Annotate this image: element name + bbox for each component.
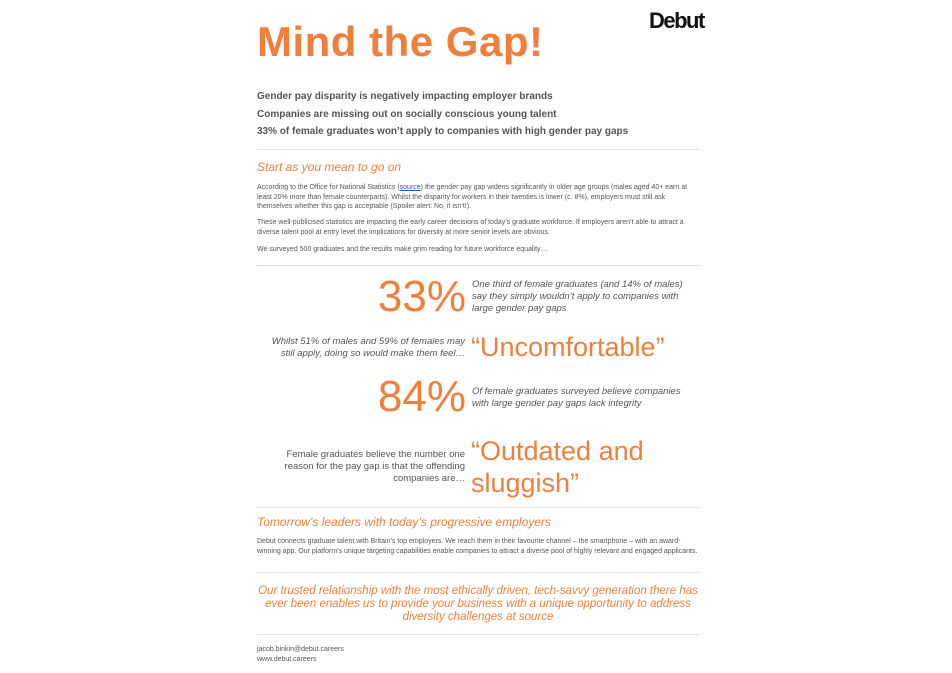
debut-logo: Debut	[649, 8, 704, 33]
quote-outdated	[471, 435, 644, 499]
intro-paragraph	[257, 183, 699, 212]
key-point: Companies are missing out on socially conscious young talent	[257, 108, 557, 120]
section-heading-start: Start as you mean to go on	[257, 160, 402, 174]
debut-paragraph: Debut connects graduate talent with Britain’s top employers. We reach them in their favourite channel – the smartphone – with an award-winning app. Our platform’s unique targeting capabilities enable companies to attract a diverse pool of highly relevant and engaged applicants.	[257, 538, 698, 555]
key-point: 33% of female graduates won’t apply to companies with high gender pay gaps	[257, 126, 629, 137]
source-link[interactable]: source	[399, 184, 421, 191]
stat-33-percent: 33%	[377, 272, 466, 321]
key-point: Gender pay disparity is negatively impacting employer brands	[257, 91, 553, 102]
divider	[257, 572, 699, 573]
page-title: Mind the Gap!	[257, 18, 544, 65]
survey-paragraph: We surveyed 500 graduates and the results make grim reading for future workforce equality…	[257, 246, 548, 253]
quote-outdated-line1: “Outdated and	[471, 436, 644, 466]
intro-text-end: ) the gender pay gap widens significantly in older age groups (males aged 40+ earn at least 20% more than female counterparts). Whilst the disparity for workers in their twenties is lower (c. 8%), employers must still ask themselves whether this gap is acceptable (Spoiler alert: No, it isn’t!).	[257, 184, 688, 210]
quote-outdated-line2: sluggish”	[471, 468, 580, 498]
outdated-lead: Female graduates believe the number one reason for the pay gap is that the offending companies are…	[284, 449, 465, 484]
divider	[257, 149, 699, 150]
contact-block	[257, 645, 344, 664]
contact-email[interactable]: jacob.binkin@debut.careers	[257, 646, 344, 653]
quote-uncomfortable: “Uncomfortable”	[471, 332, 665, 362]
stat-84-description: Of female graduates surveyed believe companies with large gender pay gaps lack integrity	[472, 386, 681, 409]
key-points	[257, 91, 628, 144]
stat-33-description: One third of female graduates (and 14% of males) say they simply wouldn’t apply to companies with large gender pay gaps	[472, 279, 683, 314]
uncomfortable-lead: Whilst 51% of males and 59% of females may still apply, doing so would make them feel…	[271, 336, 465, 359]
impact-paragraph: These well-publicised statistics are impacting the early career decisions of today’s graduate workforce. If employers aren’t able to attract a diverse talent pool at entry level the implications for diversity at more senior levels are obvious.	[257, 219, 684, 236]
section-heading-leaders: Tomorrow’s leaders with today’s progressive employers	[257, 515, 551, 529]
callout-statement: Our trusted relationship with the most ethically driven, tech-savvy generation there has ever been enables us to provide your business with a unique opportunity to address diversity challenges at source	[258, 585, 698, 623]
contact-website[interactable]: www.debut.careers	[257, 655, 317, 663]
stat-84-percent: 84%	[377, 372, 466, 421]
intro-text-start: According to the Office for National Statistics (	[257, 184, 400, 191]
divider	[257, 507, 699, 508]
divider	[257, 634, 699, 635]
divider	[257, 265, 699, 266]
